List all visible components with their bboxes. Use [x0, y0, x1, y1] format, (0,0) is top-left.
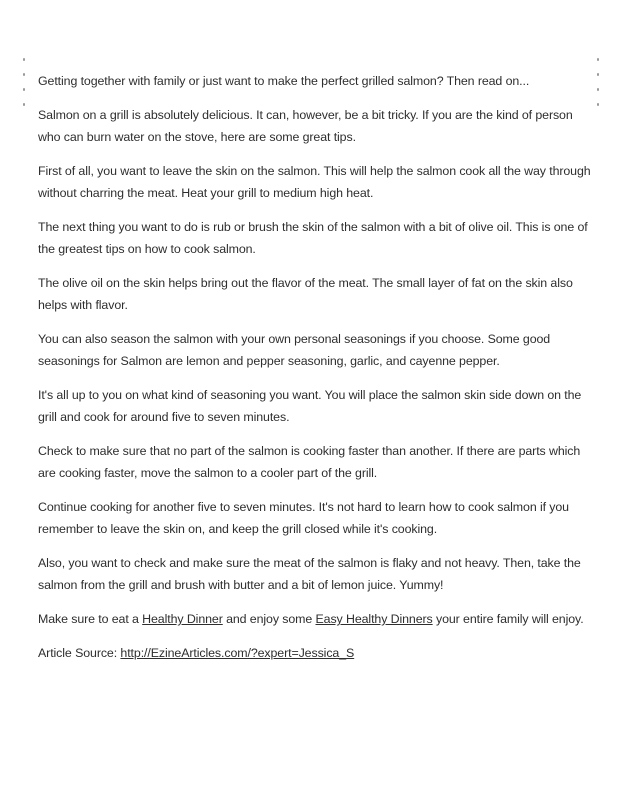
- closing-suffix: your entire family will enjoy.: [432, 612, 584, 626]
- margin-dot: [23, 103, 25, 106]
- article-source: [38, 642, 594, 664]
- article-paragraph: First of all, you want to leave the skin on the salmon. This will help the salmon cook all the way through without charring the meat. Heat your grill to medium high heat.: [38, 164, 591, 200]
- closing-prefix: Make sure to eat a: [38, 612, 143, 626]
- article-paragraph: The olive oil on the skin helps bring out the flavor of the meat. The small layer of fat on the skin also helps with flavor.: [38, 276, 573, 312]
- article-source-label: Article Source:: [38, 646, 121, 660]
- margin-dot: [597, 58, 599, 61]
- closing-paragraph: [38, 608, 594, 630]
- article-paragraph: Salmon on a grill is absolutely delicious. It can, however, be a bit tricky. If you are the kind of person who can burn water on the stove, here are some great tips.: [38, 108, 573, 144]
- healthy-dinner-link[interactable]: Healthy Dinner: [142, 612, 223, 626]
- article-paragraph: It's all up to you on what kind of seasoning you want. You will place the salmon skin side down on the grill and cook for around five to seven minutes.: [38, 388, 582, 424]
- article-source-link[interactable]: http://EzineArticles.com/?expert=Jessica_S: [120, 646, 355, 660]
- article-paragraph: Check to make sure that no part of the salmon is cooking faster than another. If there are parts which are cooking faster, move the salmon to a cooler part of the grill.: [38, 444, 581, 480]
- closing-middle: and enjoy some: [222, 612, 316, 626]
- margin-dot: [597, 103, 599, 106]
- intro-paragraph: Getting together with family or just want to make the perfect grilled salmon? Then read on...: [38, 74, 530, 88]
- article-paragraph: You can also season the salmon with your own personal seasonings if you choose. Some good seasonings for Salmon are lemon and pepper seasoning, garlic, and cayenne pepper.: [38, 332, 551, 368]
- margin-dot: [597, 88, 599, 91]
- article-paragraph: Also, you want to check and make sure the meat of the salmon is flaky and not heavy. Then, take the salmon from the grill and brush with butter and a bit of lemon juice. Yummy!: [38, 556, 581, 592]
- margin-dot: [23, 88, 25, 91]
- article-body: [38, 70, 594, 676]
- easy-healthy-dinners-link[interactable]: Easy Healthy Dinners: [315, 612, 433, 626]
- margin-dot: [23, 58, 25, 61]
- left-margin-marks: [22, 58, 26, 106]
- margin-dot: [597, 73, 599, 76]
- right-margin-marks: [596, 58, 600, 106]
- article-paragraph: Continue cooking for another five to seven minutes. It's not hard to learn how to cook salmon if you remember to leave the skin on, and keep the grill closed while it's cooking.: [38, 500, 569, 536]
- margin-dot: [23, 73, 25, 76]
- article-paragraph: The next thing you want to do is rub or brush the skin of the salmon with a bit of olive oil. This is one of the greatest tips on how to cook salmon.: [38, 220, 588, 256]
